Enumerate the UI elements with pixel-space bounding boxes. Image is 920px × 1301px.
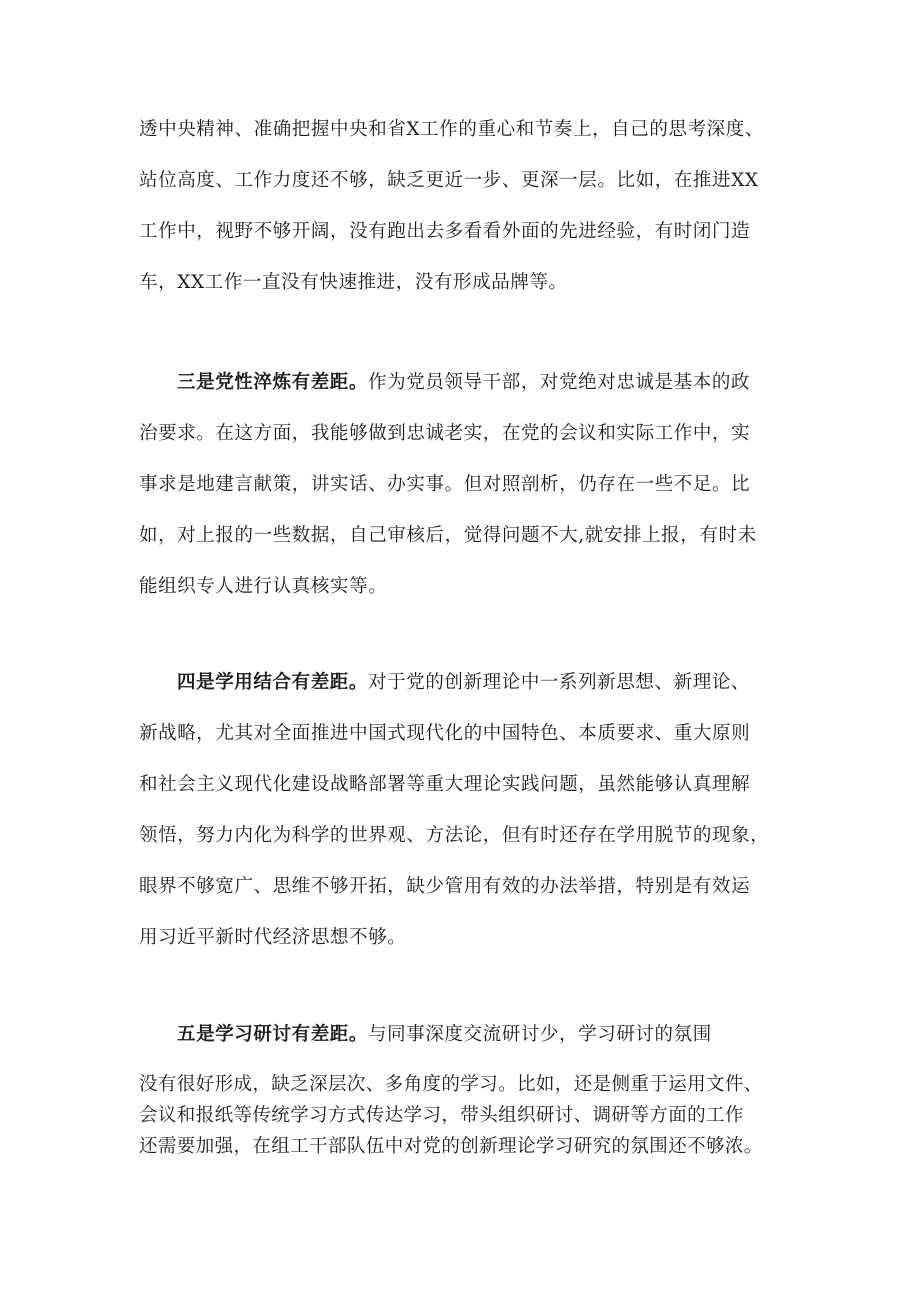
paragraph-1-line-4: 车，XX工作一直没有快速推进，没有形成品牌等。: [139, 272, 568, 293]
paragraph-4-line-4: 还需要加强，在组工干部队伍中对党的创新理论学习研究的氛围还不够浓。: [139, 1136, 763, 1157]
paragraph-3-heading: 四是学用结合有差距。: [177, 672, 369, 693]
paragraph-3-line-6: 用习近平新时代经济思想不够。: [139, 927, 407, 948]
paragraph-4-first-line-text: 与同事深度交流研讨少，学习研讨的氛围: [368, 1024, 712, 1045]
paragraph-3-line-5: 眼界不够宽广、思维不够开拓，缺少管用有效的办法举措，特别是有效运: [139, 876, 751, 897]
paragraph-3-line-4: 领悟，努力内化为科学的世界观、方法论，但有时还存在学用脱节的现象，: [139, 825, 770, 846]
paragraph-4-line-3: 会议和报纸等传统学习方式传达学习，带头组织研讨、调研等方面的工作: [139, 1105, 744, 1126]
paragraph-3-first-line-text: 对于党的创新理论中一系列新思想、新理论、: [368, 672, 751, 693]
paragraph-2-line-4: 如，对上报的一些数据，自己审核后，觉得问题不大,就安排上报，有时未: [139, 525, 757, 546]
paragraph-1-line-1: 透中央精神、准确把握中央和省X工作的重心和节奏上，自己的思考深度、: [139, 119, 764, 140]
paragraph-2-line-5: 能组织专人进行认真核实等。: [139, 576, 388, 597]
paragraph-2-line-1: [177, 370, 750, 396]
paragraph-2-line-3: 事求是地建言献策，讲实话、办实事。但对照剖析，仍存在一些不足。比: [139, 474, 751, 495]
paragraph-3-line-3: 和社会主义现代化建设战略部署等重大理论实践问题，虽然能够认真理解: [139, 774, 751, 795]
paragraph-2-first-line-text: 作为党员领导干部，对党绝对忠诚是基本的政: [368, 372, 751, 393]
paragraph-2-line-2: 治要求。在这方面，我能够做到忠诚老实，在党的会议和实际工作中，实: [139, 423, 751, 444]
paragraph-4-heading: 五是学习研讨有差距。: [177, 1024, 369, 1045]
paragraph-3-line-2: 新战略，尤其对全面推进中国式现代化的中国特色、本质要求、重大原则: [139, 723, 751, 744]
paragraph-4-line-1: [177, 1022, 712, 1048]
paragraph-2-heading: 三是党性淬炼有差距。: [177, 372, 369, 393]
paragraph-1-line-2: 站位高度、工作力度还不够，缺乏更近一步、更深一层。比如，在推进XX: [139, 170, 759, 191]
paragraph-3-line-1: [177, 670, 750, 696]
paragraph-4-line-2: 没有很好形成，缺乏深层次、多角度的学习。比如，还是侧重于运用文件、: [139, 1074, 763, 1095]
paragraph-1-line-3: 工作中，视野不够开阔，没有跑出去多看看外面的先进经验，有时闭门造: [139, 221, 751, 242]
